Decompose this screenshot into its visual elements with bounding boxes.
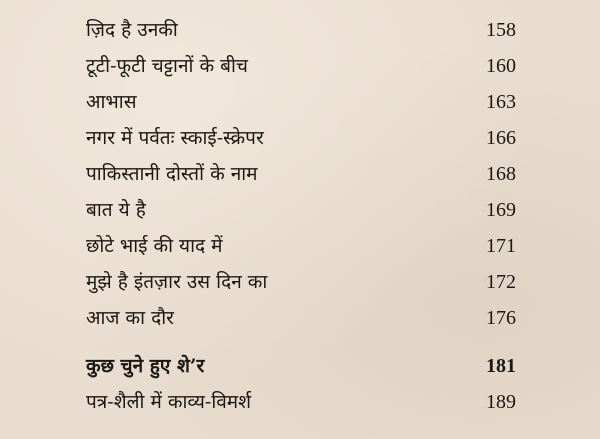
toc-entry-page: 172 bbox=[486, 271, 516, 293]
toc-entry-title: मुझे है इंतज़ार उस दिन का bbox=[86, 270, 268, 293]
toc-entry bbox=[86, 228, 516, 264]
toc-entry bbox=[86, 264, 516, 300]
toc-entry-title: नगर में पर्वतः स्काई-स्क्रेपर bbox=[86, 126, 264, 149]
toc-entry bbox=[86, 300, 516, 336]
toc-entry-page: 169 bbox=[486, 199, 516, 221]
toc-entry-title: आभास bbox=[86, 90, 137, 113]
toc-entry-title: पत्र-शैली में काव्य-विमर्श bbox=[86, 390, 252, 413]
toc-entry-title: आज का दौर bbox=[86, 306, 174, 329]
toc-entry bbox=[86, 384, 516, 420]
toc-entry bbox=[86, 84, 516, 120]
toc-entry-page: 163 bbox=[486, 91, 516, 113]
toc-section-heading bbox=[86, 348, 516, 384]
toc-entry-page: 166 bbox=[486, 127, 516, 149]
table-of-contents bbox=[86, 12, 516, 420]
toc-entry-page: 160 bbox=[486, 55, 516, 77]
toc-section-page: 181 bbox=[486, 355, 516, 377]
toc-entry-page: 171 bbox=[486, 235, 516, 257]
toc-entry-title: टूटी-फूटी चट्टानों के बीच bbox=[86, 54, 248, 77]
toc-entry-page: 176 bbox=[486, 307, 516, 329]
toc-entry-title: पाकिस्तानी दोस्तों के नाम bbox=[86, 162, 258, 185]
toc-entry-page: 158 bbox=[486, 19, 516, 41]
toc-entry bbox=[86, 12, 516, 48]
toc-entry-title: ज़िद है उनकी bbox=[86, 18, 178, 41]
toc-entry bbox=[86, 120, 516, 156]
toc-entry bbox=[86, 156, 516, 192]
toc-entry bbox=[86, 48, 516, 84]
toc-entry-title: छोटे भाई की याद में bbox=[86, 234, 223, 257]
toc-entry bbox=[86, 192, 516, 228]
toc-entry-title: बात ये है bbox=[86, 198, 146, 221]
toc-entry-page: 189 bbox=[486, 391, 516, 413]
toc-section-title: कुछ चुने हुए शे’र bbox=[86, 354, 205, 377]
toc-entry-page: 168 bbox=[486, 163, 516, 185]
